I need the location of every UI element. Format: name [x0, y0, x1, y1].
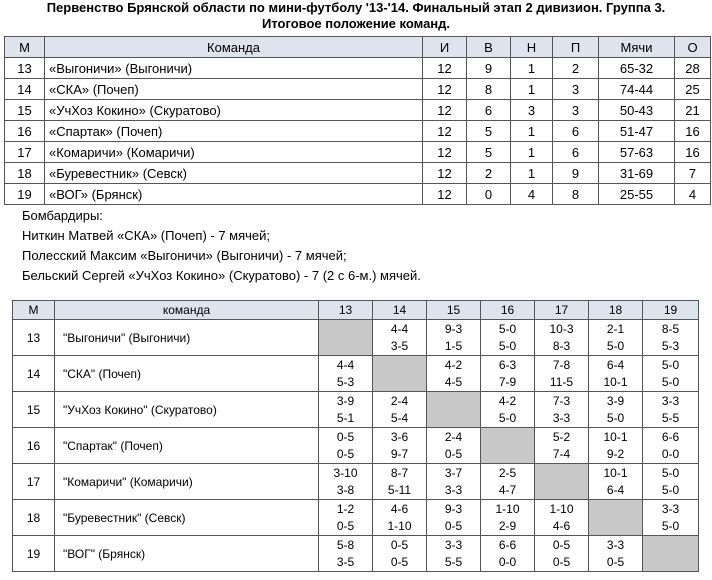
match-score: 4-2	[498, 393, 517, 408]
match-score: 0-5	[552, 554, 571, 569]
match-score: 1-2	[336, 501, 355, 516]
matrix-header-cell: 14	[373, 301, 427, 320]
score-cell	[481, 392, 535, 428]
match-score: 5-4	[390, 410, 409, 425]
score-cell	[373, 320, 427, 356]
match-score: 4-4	[336, 357, 355, 372]
place-cell: 15	[13, 392, 55, 428]
match-score: 4-6	[390, 501, 409, 516]
standings-header-cell: М	[5, 37, 45, 58]
table-cell: 17	[5, 142, 45, 163]
team-name: "СКА" (Почеп)	[55, 356, 319, 392]
match-score: 3-3	[552, 410, 571, 425]
standings-header-cell: В	[467, 37, 511, 58]
table-cell: 7	[675, 163, 711, 184]
table-cell: 1	[511, 121, 553, 142]
table-cell: 1	[511, 163, 553, 184]
table-row	[5, 121, 711, 142]
table-cell: 1	[511, 58, 553, 79]
team-name: «Комаричи» (Комаричи)	[45, 142, 423, 163]
match-score: 9-3	[444, 321, 463, 336]
match-score: 3-9	[606, 393, 625, 408]
table-cell: 12	[423, 121, 467, 142]
score-cell	[643, 392, 699, 428]
matrix-row	[13, 464, 699, 500]
match-score: 9-7	[390, 446, 409, 461]
score-cell	[319, 428, 373, 464]
matrix-row	[13, 428, 699, 464]
matrix-header-row	[13, 301, 699, 320]
match-score: 6-4	[606, 482, 625, 497]
score-cell	[373, 500, 427, 536]
match-score: 9-3	[444, 501, 463, 516]
score-cell	[319, 392, 373, 428]
score-cell	[643, 356, 699, 392]
self-match-cell	[643, 536, 699, 572]
score-cell	[535, 320, 589, 356]
match-score: 2-4	[444, 429, 463, 444]
match-score: 3-10	[333, 465, 358, 480]
score-cell	[535, 356, 589, 392]
score-cell	[535, 392, 589, 428]
table-cell: 6	[553, 142, 599, 163]
table-cell: 14	[5, 79, 45, 100]
match-score: 5-5	[661, 410, 680, 425]
score-cell	[427, 464, 481, 500]
table-cell: 2	[467, 163, 511, 184]
score-cell	[481, 356, 535, 392]
table-cell: 25-55	[599, 184, 675, 205]
match-score: 8-3	[552, 338, 571, 353]
place-cell: 19	[13, 536, 55, 572]
match-score: 4-6	[552, 518, 571, 533]
match-score: 6-4	[606, 357, 625, 372]
match-score: 5-0	[498, 338, 517, 353]
table-cell: 15	[5, 100, 45, 121]
match-score: 5-0	[498, 321, 517, 336]
score-cell	[427, 356, 481, 392]
standings-header-cell: Н	[511, 37, 553, 58]
match-score: 3-3	[661, 393, 680, 408]
match-score: 5-0	[661, 482, 680, 497]
team-name: «Выгоничи» (Выгоничи)	[45, 58, 423, 79]
score-cell	[481, 536, 535, 572]
match-score: 0-0	[661, 446, 680, 461]
match-score: 6-6	[498, 537, 517, 552]
match-score: 3-5	[390, 338, 409, 353]
table-cell: 3	[553, 100, 599, 121]
match-score: 0-5	[444, 518, 463, 533]
match-score: 4-2	[444, 357, 463, 372]
match-score: 10-3	[549, 321, 574, 336]
table-cell: 12	[423, 163, 467, 184]
table-cell: 2	[553, 58, 599, 79]
match-score: 2-5	[498, 465, 517, 480]
place-cell: 16	[13, 428, 55, 464]
score-cell	[643, 320, 699, 356]
matrix-header-cell: команда	[55, 301, 319, 320]
team-name: «ВОГ» (Брянск)	[45, 184, 423, 205]
matrix-row	[13, 392, 699, 428]
match-score: 3-6	[390, 429, 409, 444]
matrix-row	[13, 356, 699, 392]
score-cell	[319, 464, 373, 500]
match-score: 2-1	[606, 321, 625, 336]
score-cell	[589, 320, 643, 356]
self-match-cell	[481, 428, 535, 464]
table-cell: 9	[467, 58, 511, 79]
match-score: 7-4	[552, 446, 571, 461]
results-matrix	[12, 300, 699, 572]
score-cell	[589, 356, 643, 392]
table-cell: 51-47	[599, 121, 675, 142]
match-score: 5-0	[498, 410, 517, 425]
table-cell: 4	[675, 184, 711, 205]
table-cell: 19	[5, 184, 45, 205]
score-cell	[535, 536, 589, 572]
match-score: 9-2	[606, 446, 625, 461]
match-score: 0-0	[498, 554, 517, 569]
match-score: 0-5	[552, 537, 571, 552]
table-row	[5, 184, 711, 205]
scorers-heading: Бомбардиры:	[22, 208, 103, 223]
match-score: 5-0	[661, 374, 680, 389]
match-score: 5-11	[387, 482, 412, 497]
table-cell: 6	[553, 121, 599, 142]
table-cell: 74-44	[599, 79, 675, 100]
match-score: 3-3	[606, 537, 625, 552]
table-cell: 18	[5, 163, 45, 184]
team-name: «Спартак» (Почеп)	[45, 121, 423, 142]
match-score: 5-5	[444, 554, 463, 569]
place-cell: 14	[13, 356, 55, 392]
score-cell	[319, 500, 373, 536]
score-cell	[643, 464, 699, 500]
score-cell	[373, 464, 427, 500]
score-cell	[427, 428, 481, 464]
match-score: 3-8	[336, 482, 355, 497]
standings-header-cell: И	[423, 37, 467, 58]
page-subtitle: Итоговое положение команд.	[261, 16, 451, 31]
matrix-header-cell: 13	[319, 301, 373, 320]
match-score: 0-5	[336, 446, 355, 461]
table-cell: 3	[553, 79, 599, 100]
matrix-row	[13, 320, 699, 356]
match-score: 1-5	[444, 338, 463, 353]
table-cell: 6	[467, 100, 511, 121]
match-score: 3-3	[444, 482, 463, 497]
score-cell	[481, 464, 535, 500]
matrix-header-cell: 16	[481, 301, 535, 320]
table-cell: 5	[467, 121, 511, 142]
score-cell	[319, 536, 373, 572]
matrix-header-cell: 17	[535, 301, 589, 320]
match-score: 3-3	[661, 501, 680, 516]
match-score: 1-10	[387, 518, 412, 533]
match-score: 5-1	[336, 410, 355, 425]
score-cell	[481, 320, 535, 356]
score-cell	[589, 536, 643, 572]
table-cell: 8	[553, 184, 599, 205]
team-name: «УчХоз Кокино» (Скуратово)	[45, 100, 423, 121]
table-cell: 16	[5, 121, 45, 142]
standings-table	[4, 36, 711, 205]
match-score: 5-0	[661, 465, 680, 480]
match-score: 5-3	[661, 338, 680, 353]
match-score: 7-8	[552, 357, 571, 372]
score-cell	[427, 536, 481, 572]
self-match-cell	[535, 464, 589, 500]
table-cell: 57-63	[599, 142, 675, 163]
self-match-cell	[373, 356, 427, 392]
table-cell: 28	[675, 58, 711, 79]
scorer-line: Полесский Максим «Выгоничи» (Выгоничи) - 7 мячей;	[22, 248, 347, 263]
match-score: 1-10	[495, 501, 520, 516]
place-cell: 18	[13, 500, 55, 536]
table-cell: 9	[553, 163, 599, 184]
page-title: Первенство Брянской области по мини-футболу '13-'14. Финальный этап 2 дивизион. Группа 3.	[46, 0, 666, 15]
matrix-row	[13, 536, 699, 572]
match-score: 3-7	[444, 465, 463, 480]
standings-header-cell: О	[675, 37, 711, 58]
table-cell: 50-43	[599, 100, 675, 121]
score-cell	[535, 500, 589, 536]
matrix-header-cell: 15	[427, 301, 481, 320]
match-score: 4-4	[390, 321, 409, 336]
match-score: 4-5	[444, 374, 463, 389]
match-score: 8-7	[390, 465, 409, 480]
match-score: 0-5	[336, 518, 355, 533]
score-cell	[535, 428, 589, 464]
table-cell: 8	[467, 79, 511, 100]
matrix-header-cell: 18	[589, 301, 643, 320]
team-name: "Буревестник" (Севск)	[55, 500, 319, 536]
match-score: 5-0	[661, 518, 680, 533]
match-score: 0-5	[444, 446, 463, 461]
table-row	[5, 163, 711, 184]
matrix-header-cell: 19	[643, 301, 699, 320]
scorer-line: Ниткин Матвей «СКА» (Почеп) - 7 мячей;	[22, 228, 271, 243]
table-cell: 12	[423, 184, 467, 205]
table-row	[5, 100, 711, 121]
match-score: 5-0	[606, 410, 625, 425]
table-cell: 25	[675, 79, 711, 100]
table-cell: 5	[467, 142, 511, 163]
match-score: 1-10	[549, 501, 574, 516]
match-score: 4-7	[498, 482, 517, 497]
scorer-line: Бельский Сергей «УчХоз Кокино» (Скуратово) - 7 (2 с 6-м.) мячей.	[22, 268, 421, 283]
match-score: 10-1	[603, 429, 628, 444]
score-cell	[589, 392, 643, 428]
match-score: 11-5	[549, 374, 574, 389]
match-score: 6-3	[498, 357, 517, 372]
score-cell	[589, 428, 643, 464]
match-score: 0-5	[390, 537, 409, 552]
match-score: 6-6	[661, 429, 680, 444]
table-cell: 1	[511, 79, 553, 100]
table-cell: 16	[675, 142, 711, 163]
standings-header-cell: Мячи	[599, 37, 675, 58]
team-name: "УчХоз Кокино" (Скуратово)	[55, 392, 319, 428]
match-score: 5-8	[336, 537, 355, 552]
match-score: 8-5	[661, 321, 680, 336]
table-cell: 1	[511, 142, 553, 163]
score-cell	[373, 536, 427, 572]
table-cell: 21	[675, 100, 711, 121]
score-cell	[319, 356, 373, 392]
match-score: 3-5	[336, 554, 355, 569]
score-cell	[427, 320, 481, 356]
table-row	[5, 142, 711, 163]
standings-header-cell: Команда	[45, 37, 423, 58]
match-score: 7-9	[498, 374, 517, 389]
match-score: 0-5	[336, 429, 355, 444]
match-score: 3-9	[336, 393, 355, 408]
match-score: 5-2	[552, 429, 571, 444]
scorers-block	[22, 206, 421, 286]
table-cell: 16	[675, 121, 711, 142]
self-match-cell	[589, 500, 643, 536]
table-cell: 12	[423, 142, 467, 163]
place-cell: 17	[13, 464, 55, 500]
place-cell: 13	[13, 320, 55, 356]
table-cell: 65-32	[599, 58, 675, 79]
table-row	[5, 58, 711, 79]
self-match-cell	[427, 392, 481, 428]
standings-header-cell: П	[553, 37, 599, 58]
team-name: "Спартак" (Почеп)	[55, 428, 319, 464]
table-cell: 31-69	[599, 163, 675, 184]
table-cell: 12	[423, 79, 467, 100]
table-cell: 0	[467, 184, 511, 205]
team-name: "Выгоничи" (Выгоничи)	[55, 320, 319, 356]
match-score: 0-5	[606, 554, 625, 569]
score-cell	[373, 392, 427, 428]
match-score: 5-0	[606, 338, 625, 353]
team-name: «СКА» (Почеп)	[45, 79, 423, 100]
table-cell: 12	[423, 58, 467, 79]
standings-header-row	[5, 37, 711, 58]
match-score: 5-0	[661, 357, 680, 372]
matrix-header-cell: М	[13, 301, 55, 320]
self-match-cell	[319, 320, 373, 356]
match-score: 10-1	[603, 465, 628, 480]
score-cell	[643, 428, 699, 464]
matrix-row	[13, 500, 699, 536]
team-name: "Комаричи" (Комаричи)	[55, 464, 319, 500]
match-score: 5-3	[336, 374, 355, 389]
score-cell	[481, 500, 535, 536]
table-cell: 12	[423, 100, 467, 121]
team-name: «Буревестник» (Севск)	[45, 163, 423, 184]
table-cell: 3	[511, 100, 553, 121]
score-cell	[643, 500, 699, 536]
score-cell	[427, 500, 481, 536]
match-score: 7-3	[552, 393, 571, 408]
table-cell: 13	[5, 58, 45, 79]
match-score: 2-4	[390, 393, 409, 408]
team-name: "ВОГ" (Брянск)	[55, 536, 319, 572]
score-cell	[373, 428, 427, 464]
score-cell	[589, 464, 643, 500]
match-score: 10-1	[603, 374, 628, 389]
match-score: 3-3	[444, 537, 463, 552]
table-row	[5, 79, 711, 100]
match-score: 2-9	[498, 518, 517, 533]
table-cell: 4	[511, 184, 553, 205]
match-score: 0-5	[390, 554, 409, 569]
